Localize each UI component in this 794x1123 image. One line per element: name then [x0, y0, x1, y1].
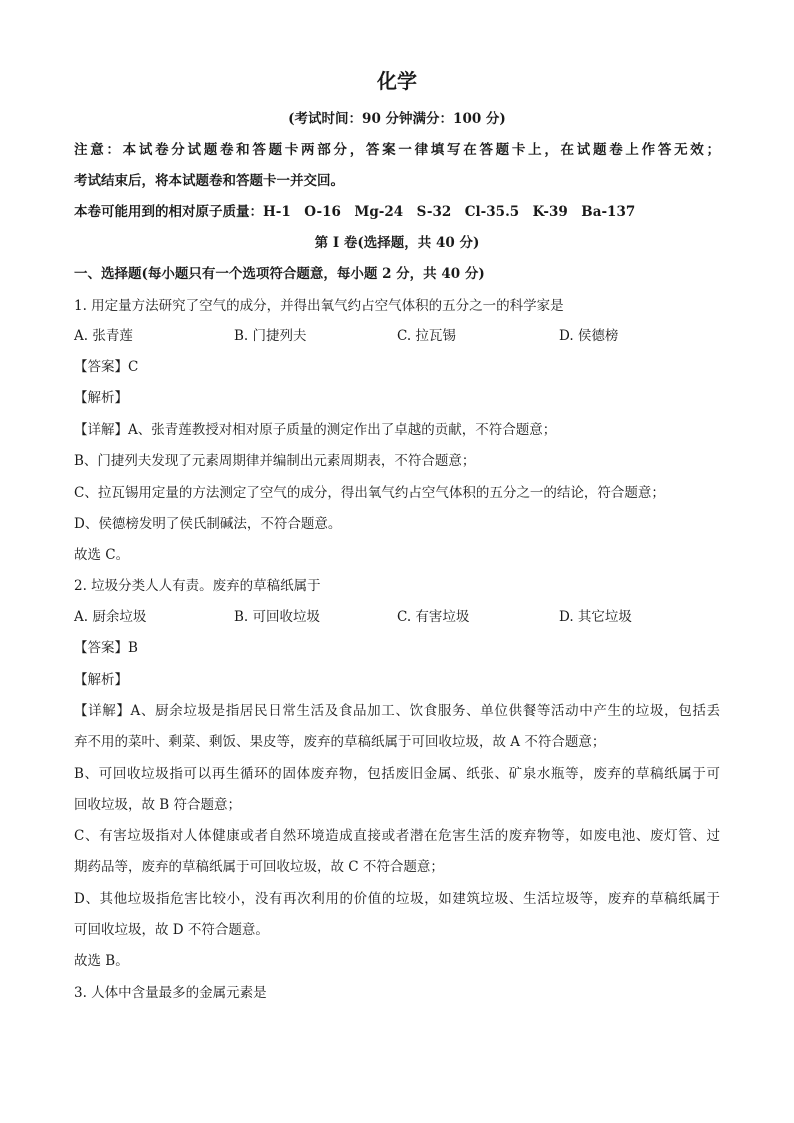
- detail-line: 可回收垃圾，故 D 不符合题意。: [74, 922, 269, 938]
- question-stem: 2. 垃圾分类人人有责。废弃的草稿纸属于: [74, 578, 321, 594]
- page-title: 化学: [377, 69, 417, 93]
- volume-heading: 第 I 卷(选择题，共 40 分): [314, 235, 480, 251]
- option-b: B. 门捷列夫: [234, 328, 307, 344]
- detail-line: 期药品等，废弃的草稿纸属于可回收垃圾，故 C 不符合题意；: [74, 859, 444, 875]
- option-c: C. 拉瓦锡: [397, 328, 456, 344]
- question-stem: 1. 用定量方法研究了空气的成分，并得出氧气约占空气体积的五分之一的科学家是: [74, 298, 564, 314]
- option-a: A. 张青莲: [74, 328, 133, 344]
- answer-line: 【答案】C: [74, 359, 139, 375]
- notice-line-2: 考试结束后，将本试题卷和答题卡一并交回。: [74, 173, 344, 189]
- detail-line: D、侯德榜发明了侯氏制碱法，不符合题意。: [74, 516, 342, 532]
- question-stem: 3. 人体中含量最多的金属元素是: [74, 985, 267, 1001]
- detail-line: C、拉瓦锡用定量的方法测定了空气的成分，得出氧气约占空气体积的五分之一的结论，符合题意；: [74, 485, 665, 501]
- option-d: D. 侯德榜: [559, 328, 619, 344]
- option-b: B. 可回收垃圾: [234, 609, 321, 625]
- answer-line: 【答案】B: [74, 640, 138, 656]
- detail-line: B、门捷列夫发现了元素周期律并编制出元素周期表，不符合题意；: [74, 453, 476, 469]
- detail-line: 【详解】A、厨余垃圾是指居民日常生活及食品加工、饮食服务、单位供餐等活动中产生的垃圾，包括丢: [74, 703, 720, 719]
- exam-info: (考试时间：90 分钟满分：100 分): [288, 111, 506, 127]
- conclusion-line: 故选 C。: [74, 547, 130, 563]
- analysis-label: 【解析】: [74, 390, 128, 406]
- detail-line: 弃不用的菜叶、剩菜、剩饭、果皮等，废弃的草稿纸属于可回收垃圾，故 A 不符合题意；: [74, 734, 606, 750]
- detail-line: B、可回收垃圾指可以再生循环的固体废弃物，包括废旧金属、纸张、矿泉水瓶等，废弃的草稿纸属于可: [74, 766, 720, 782]
- section-heading: 一、选择题(每小题只有一个选项符合题意，每小题 2 分，共 40 分): [74, 266, 485, 282]
- detail-line: 回收垃圾，故 B 符合题意；: [74, 797, 242, 813]
- notice-line-1: 注意：本试卷分试题卷和答题卡两部分，答案一律填写在答题卡上，在试题卷上作答无效；: [74, 142, 720, 158]
- detail-line: C、有害垃圾指对人体健康或者自然环境造成直接或者潜在危害生活的废弃物等，如废电池、废灯管、过: [74, 828, 720, 844]
- option-d: D. 其它垃圾: [559, 609, 632, 625]
- atomic-masses: 本卷可能用到的相对原子质量：H-1 O-16 Mg-24 S-32 Cl-35.5 K-39 Ba-137: [74, 204, 636, 220]
- option-a: A. 厨余垃圾: [74, 609, 147, 625]
- option-c: C. 有害垃圾: [397, 609, 470, 625]
- analysis-label: 【解析】: [74, 672, 128, 688]
- conclusion-line: 故选 B。: [74, 953, 129, 969]
- detail-line: D、其他垃圾指危害比较小，没有再次利用的价值的垃圾，如建筑垃圾、生活垃圾等，废弃的草稿纸属于: [74, 891, 720, 907]
- detail-line: 【详解】A、张青莲教授对相对原子质量的测定作出了卓越的贡献，不符合题意；: [74, 422, 557, 438]
